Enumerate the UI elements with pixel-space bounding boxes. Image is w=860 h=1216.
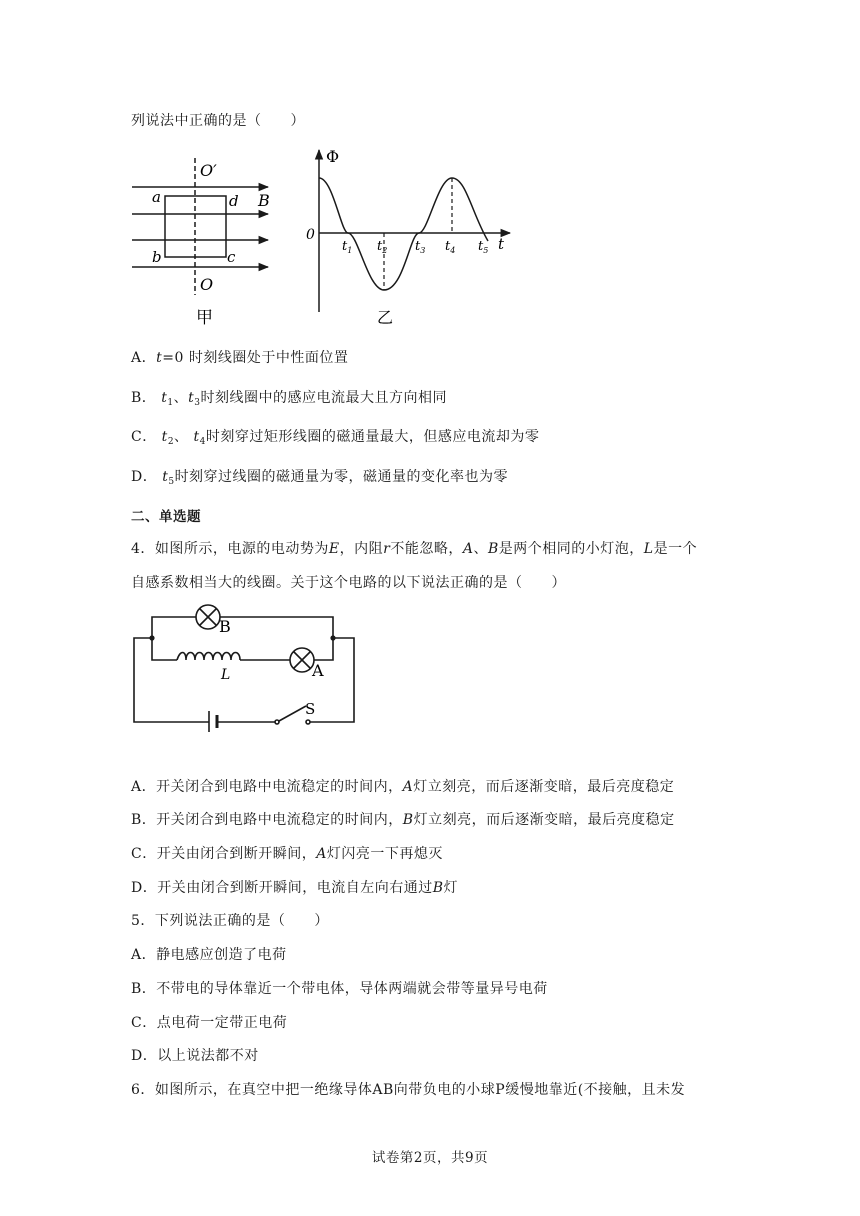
coil-label: L bbox=[221, 667, 231, 683]
origin-label: 0 bbox=[306, 227, 315, 243]
label-b-field: B bbox=[258, 191, 270, 210]
wire-left bbox=[134, 638, 209, 722]
label-b: b bbox=[152, 248, 162, 266]
tick-t5: $t_5$ bbox=[478, 239, 489, 255]
label-a: a bbox=[152, 188, 161, 206]
tick-t4: $t_4$ bbox=[445, 239, 456, 255]
circuit-diagram bbox=[125, 598, 365, 738]
tick-t1-sub: 1 bbox=[347, 246, 353, 255]
junction-left bbox=[149, 635, 154, 640]
tick-t3: $t_3$ bbox=[415, 239, 426, 255]
tick-t2: $t_2$ bbox=[377, 239, 388, 255]
figure-jia bbox=[120, 150, 290, 330]
tick-t1: $t_1$ bbox=[342, 239, 353, 255]
switch-contact-right bbox=[306, 720, 310, 724]
q3-option-d: D． $t_5$时刻穿过线圈的磁通量为零，磁通量的变化率也为零 bbox=[131, 469, 509, 487]
junction-right bbox=[330, 635, 335, 640]
figure-yi bbox=[300, 142, 512, 326]
q5-option-b: B．不带电的导体靠近一个带电体，导体两端就会带等量异号电荷 bbox=[131, 981, 548, 997]
caption-yi: 乙 bbox=[377, 308, 394, 326]
tick-t2-sub: 2 bbox=[382, 246, 388, 255]
q5-option-c: C．点电荷一定带正电荷 bbox=[131, 1015, 288, 1031]
axis-y-label: Φ bbox=[326, 147, 340, 166]
q4-option-a: A．开关闭合到电路中电流稳定的时间内，A灯立刻亮，而后逐渐变暗，最后亮度稳定 bbox=[131, 779, 675, 795]
axis-x-label: t bbox=[498, 235, 505, 253]
q4-option-c: C．开关由闭合到断开瞬间，A灯闪亮一下再熄灭 bbox=[131, 846, 443, 862]
switch-contact-left bbox=[275, 720, 279, 724]
q4-stem-line2: 自感系数相当大的线圈。关于这个电路的以下说法正确的是（ ） bbox=[131, 575, 566, 591]
q5-option-d: D．以上说法都不对 bbox=[131, 1048, 259, 1064]
page-footer: 试卷第2页，共9页 bbox=[371, 1150, 489, 1166]
tick-t4-sub: 4 bbox=[450, 246, 456, 255]
q5-option-a: A．静电感应创造了电荷 bbox=[131, 947, 287, 963]
q3-option-c: C． $t_2$、 $t_4$时刻穿过矩形线圈的磁通量最大，但感应电流却为零 bbox=[131, 429, 540, 447]
lamp-b-label: B bbox=[219, 617, 231, 636]
tick-t5-sub: 5 bbox=[483, 246, 489, 255]
q4-option-d: D．开关由闭合到断开瞬间，电流自左向右通过B灯 bbox=[131, 880, 459, 896]
q6-stem-start: 6．如图所示，在真空中把一绝缘导体AB向带负电的小球P缓慢地靠近(不接触，且未发 bbox=[131, 1082, 686, 1098]
tick-t3-sub: 3 bbox=[420, 246, 426, 255]
switch-label: S bbox=[305, 700, 316, 718]
q4-stem-line1: 4．如图所示，电源的电动势为E，内阻r不能忽略，A、B是两个相同的小灯泡，L是一个 bbox=[131, 541, 698, 557]
caption-jia: 甲 bbox=[196, 308, 213, 328]
q4-option-b: B．开关闭合到电路中电流稳定的时间内，B灯立刻亮，而后逐渐变暗，最后亮度稳定 bbox=[131, 812, 675, 828]
switch-blade bbox=[279, 706, 306, 721]
label-o: O bbox=[200, 275, 214, 294]
q3-option-b: B． $t_1$、$t_3$时刻线圈中的感应电流最大且方向相同 bbox=[131, 390, 447, 408]
tick-labels bbox=[342, 239, 488, 255]
q5-stem: 5．下列说法正确的是（ ） bbox=[131, 913, 329, 929]
q3-option-a: A．t=0 时刻线圈处于中性面位置 bbox=[131, 350, 349, 366]
lamp-a-label: A bbox=[312, 661, 324, 680]
coil-l bbox=[177, 653, 240, 661]
label-c: c bbox=[227, 248, 236, 266]
label-o-prime: O′ bbox=[200, 161, 217, 180]
section-title: 二、单选题 bbox=[131, 509, 201, 525]
label-d: d bbox=[229, 192, 239, 210]
q3-stem-tail: 列说法中正确的是（ ） bbox=[131, 113, 305, 129]
flux-curve bbox=[319, 178, 488, 290]
